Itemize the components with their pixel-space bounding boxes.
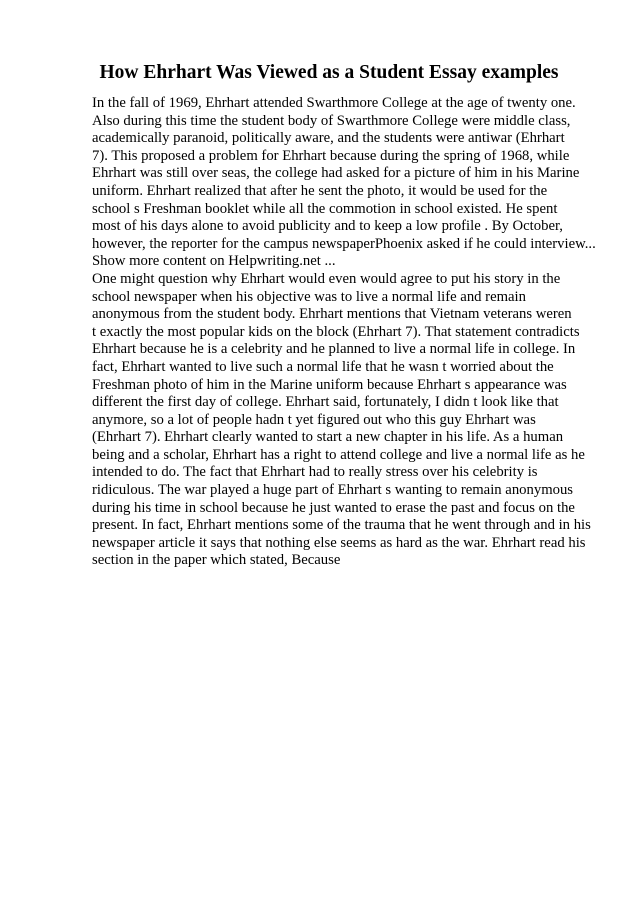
text-line: academically paranoid, politically aware, and the students were antiwar (Ehrhart [92, 130, 565, 147]
text-line: school newspaper when his objective was to live a normal life and remain [92, 288, 526, 305]
text-line: Ehrhart because he is a celebrity and he planned to live a normal life in college. In [92, 341, 576, 358]
text-line: newspaper article it says that nothing else seems as hard as the war. Ehrhart read his [92, 534, 586, 551]
text-line: Also during this time the student body of Swarthmore College were middle class, [92, 112, 571, 129]
text-line: section in the paper which stated, Because [92, 552, 341, 569]
text-line: anonymous from the student body. Ehrhart mentions that Vietnam veterans weren [92, 306, 572, 323]
text-line: 7). This proposed a problem for Ehrhart because during the spring of 1968, while [92, 147, 570, 164]
text-line: school s Freshman booklet while all the commotion in school existed. He spent [92, 200, 558, 217]
text-line: present. In fact, Ehrhart mentions some of the trauma that he went through and in his [92, 517, 591, 534]
text-line: uniform. Ehrhart realized that after he sent the photo, it would be used for the [92, 182, 548, 199]
text-line: most of his days alone to avoid publicity and to keep a low profile . By October, [92, 218, 563, 235]
text-line: (Ehrhart 7). Ehrhart clearly wanted to start a new chapter in his life. As a human [92, 429, 564, 446]
text-line: Ehrhart was still over seas, the college had asked for a picture of him in his Marine [92, 165, 580, 182]
text-line: however, the reporter for the campus newspaperPhoenix asked if he could interview... [92, 235, 596, 252]
text-line: t exactly the most popular kids on the block (Ehrhart 7). That statement contradicts [92, 323, 580, 340]
text-line: anymore, so a lot of people hadn t yet figured out who this guy Ehrhart was [92, 411, 536, 428]
text-line: ridiculous. The war played a huge part of Ehrhart s wanting to remain anonymous [92, 482, 574, 499]
show-more-link[interactable]: Show more content on Helpwriting.net ... [92, 253, 336, 270]
text-line: intended to do. The fact that Ehrhart had to really stress over his celebrity is [92, 464, 538, 481]
text-line: during his time in school because he just wanted to erase the past and focus on the [92, 499, 575, 516]
text-line: Freshman photo of him in the Marine uniform because Ehrhart s appearance was [92, 376, 567, 393]
text-line: One might question why Ehrhart would even would agree to put his story in the [92, 270, 561, 287]
text-line: different the first day of college. Ehrhart said, fortunately, I didn t look like that [92, 394, 559, 411]
text-line: being and a scholar, Ehrhart has a right to attend college and live a normal life as he [92, 446, 585, 463]
text-line: fact, Ehrhart wanted to live such a normal life that he wasn t worried about the [92, 358, 554, 375]
text-line: In the fall of 1969, Ehrhart attended Swarthmore College at the age of twenty one. [92, 95, 576, 111]
page-title: How Ehrhart Was Viewed as a Student Essay examples [99, 62, 559, 83]
essay-body [92, 95, 622, 570]
